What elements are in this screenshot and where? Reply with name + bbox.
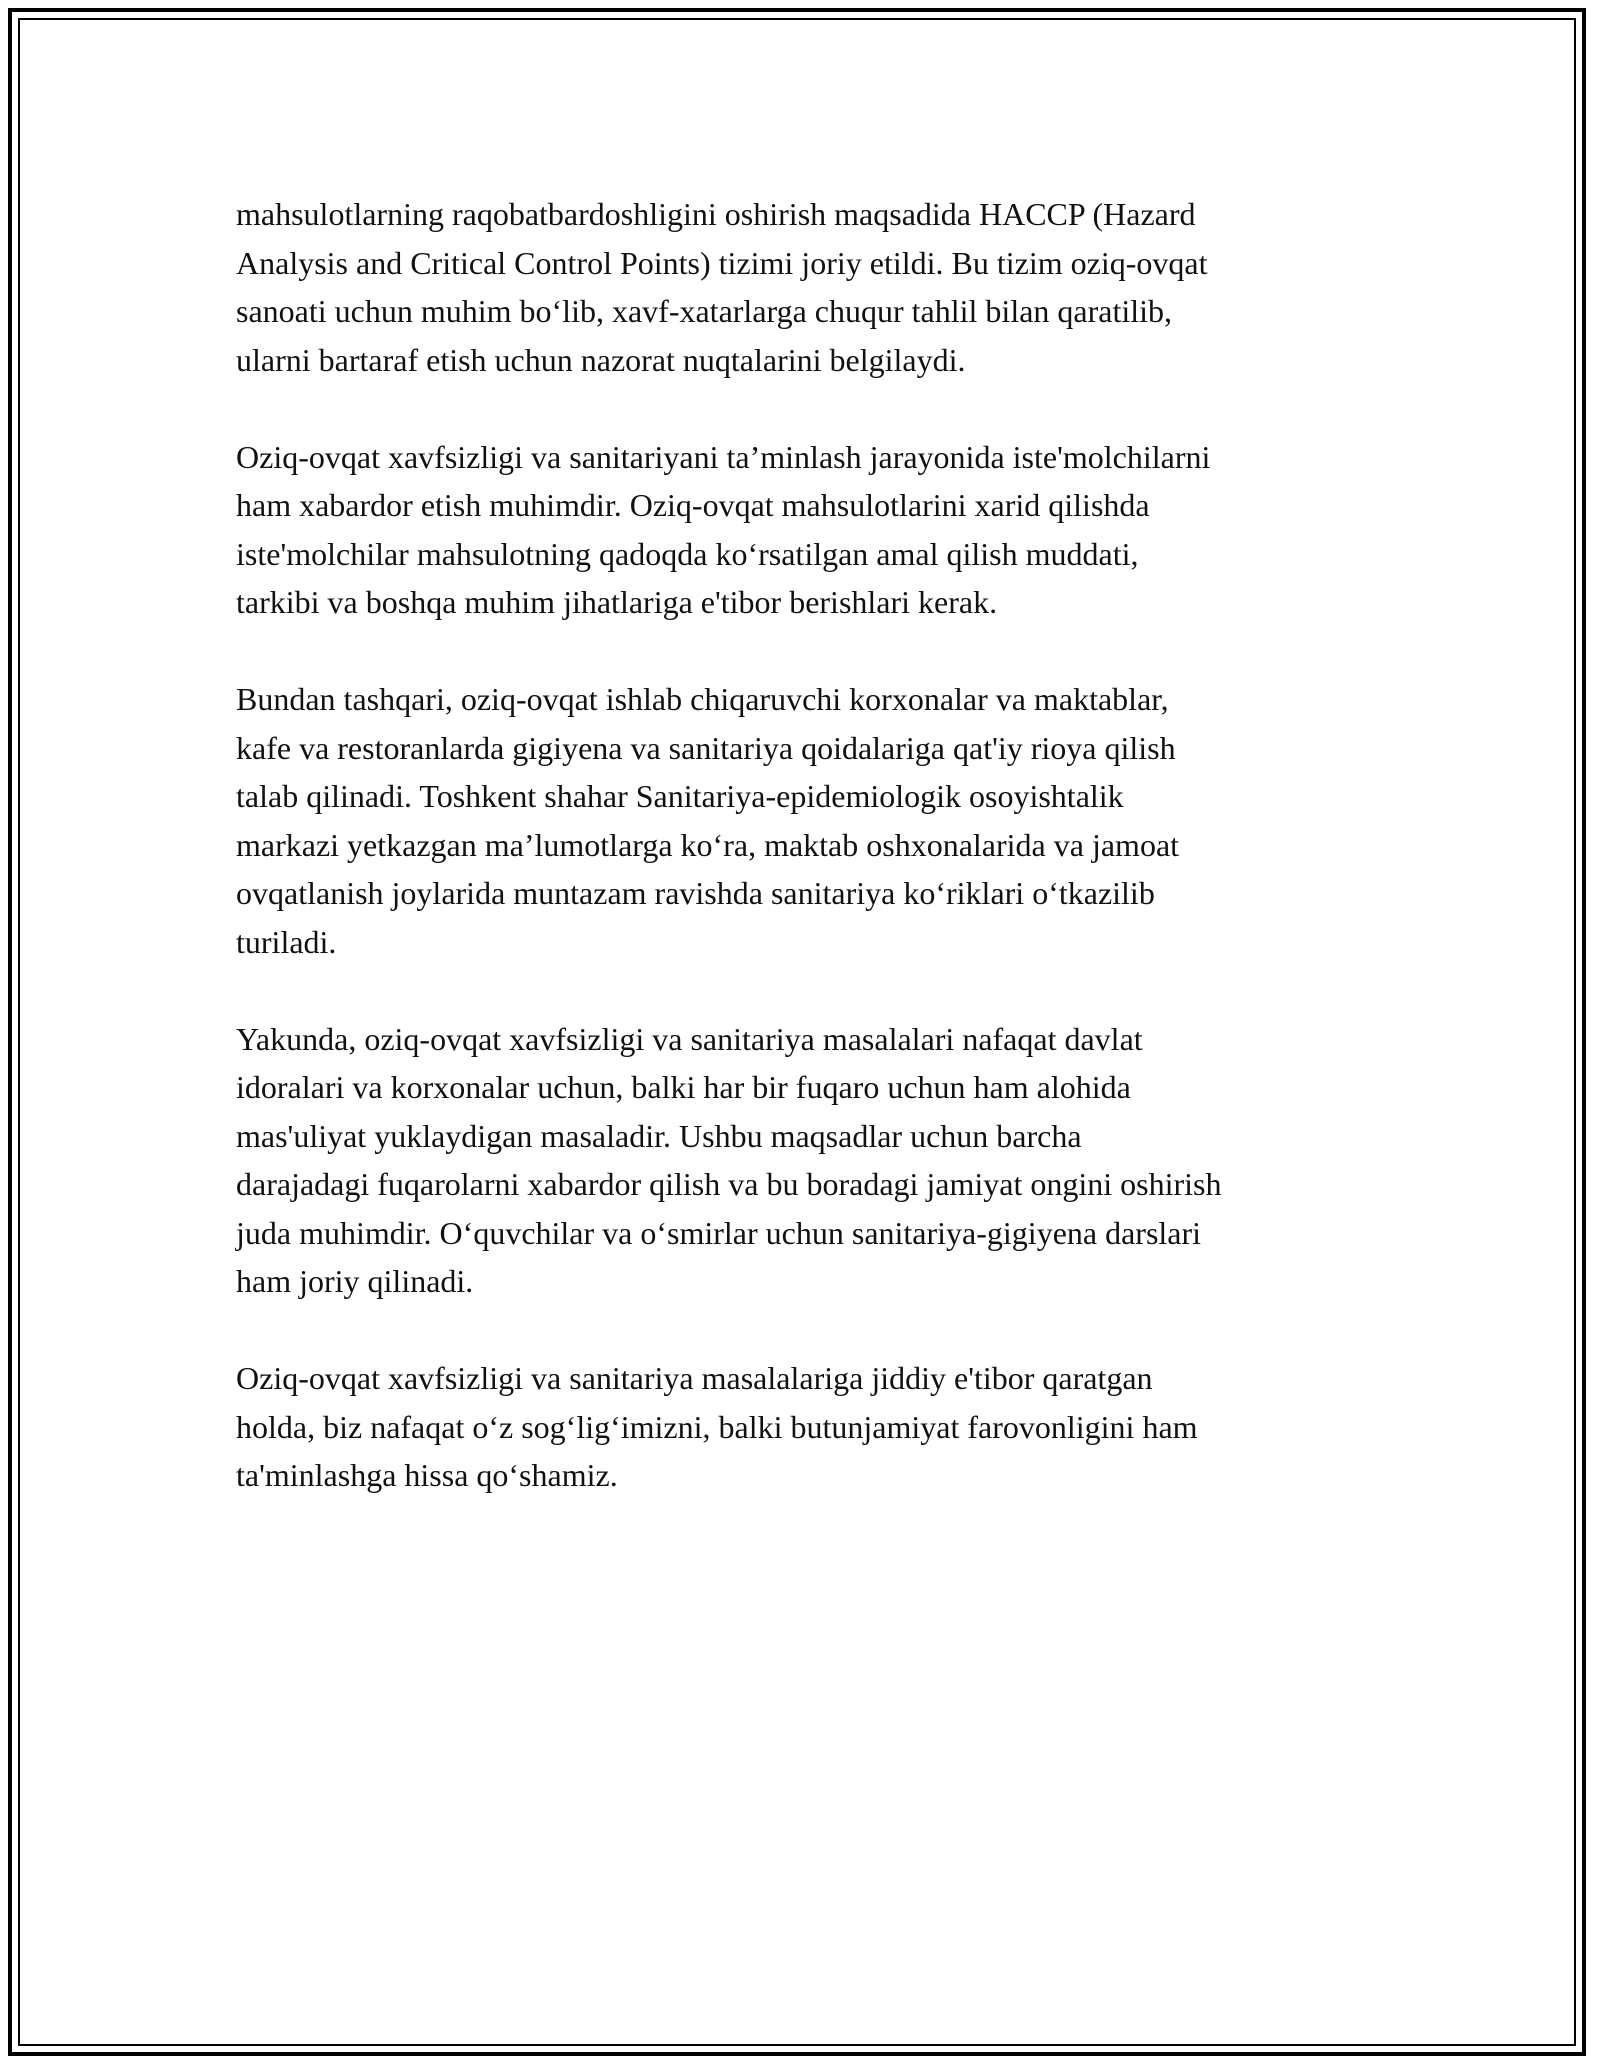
- text-line: ham joriy qilinadi.: [236, 1263, 474, 1299]
- text-line: darajadagi fuqarolarni xabardor qilish va bu boradagi jamiyat ongini oshirish: [236, 1166, 1222, 1202]
- text-line: mahsulotlarning raqobatbardoshligini oshirish maqsadida HACCP (Hazard: [236, 196, 1196, 232]
- text-line: tarkibi va boshqa muhim jihatlariga e'tibor berishlari kerak.: [236, 584, 998, 620]
- text-line: Analysis and Critical Control Points) tizimi joriy etildi. Bu tizim oziq-ovqat: [236, 244, 1208, 281]
- paragraph-closing: [236, 1354, 1376, 1500]
- text-line: markazi yetkazgan ma’lumotlarga ko‘ra, maktab oshxonalarida va jamoat: [236, 826, 1180, 863]
- text-line: iste'molchilar mahsulotning qadoqda ko‘rsatilgan amal qilish muddati,: [236, 535, 1139, 572]
- text-line: holda, biz nafaqat o‘z sog‘lig‘imizni, balki butunjamiyat farovonligini ham: [236, 1408, 1198, 1445]
- text-line: ta'minlashga hissa qo‘shamiz.: [236, 1457, 618, 1493]
- text-line: juda muhimdir. O‘quvchilar va o‘smirlar uchun sanitariya-gigiyena darslari: [236, 1214, 1202, 1251]
- paragraph-consumers: [236, 433, 1376, 627]
- text-line: Bundan tashqari, oziq-ovqat ishlab chiqaruvchi korxonalar va maktablar,: [236, 681, 1169, 717]
- paragraph-hygiene-rules: [236, 675, 1376, 966]
- text-line: Oziq-ovqat xavfsizligi va sanitariyani ta’minlash jarayonida iste'molchilarni: [236, 438, 1211, 475]
- text-line: ularni bartaraf etish uchun nazorat nuqtalarini belgilaydi.: [236, 341, 966, 378]
- document-body: [236, 190, 1376, 1548]
- text-line: Yakunda, oziq-ovqat xavfsizligi va sanitariya masalalari nafaqat davlat: [236, 1020, 1143, 1057]
- paragraph-conclusion: [236, 1015, 1376, 1306]
- text-line: talab qilinadi. Toshkent shahar Sanitariya-epidemiologik osoyishtalik: [236, 778, 1124, 814]
- text-line: Oziq-ovqat xavfsizligi va sanitariya masalalariga jiddiy e'tibor qaratgan: [236, 1360, 1153, 1396]
- text-line: ham xabardor etish muhimdir. Oziq-ovqat mahsulotlarini xarid qilishda: [236, 487, 1150, 523]
- text-line: kafe va restoranlarda gigiyena va sanitariya qoidalariga qat'iy rioya qilish: [236, 729, 1176, 766]
- text-line: turiladi.: [236, 923, 337, 960]
- paragraph-haccp: [236, 190, 1376, 384]
- text-line: idoralari va korxonalar uchun, balki har bir fuqaro uchun ham alohida: [236, 1069, 1131, 1105]
- text-line: sanoati uchun muhim bo‘lib, xavf-xatarlarga chuqur tahlil bilan qaratilib,: [236, 293, 1173, 329]
- text-line: mas'uliyat yuklaydigan masaladir. Ushbu maqsadlar uchun barcha: [236, 1117, 1082, 1154]
- text-line: ovqatlanish joylarida muntazam ravishda sanitariya ko‘riklari o‘tkazilib: [236, 875, 1155, 911]
